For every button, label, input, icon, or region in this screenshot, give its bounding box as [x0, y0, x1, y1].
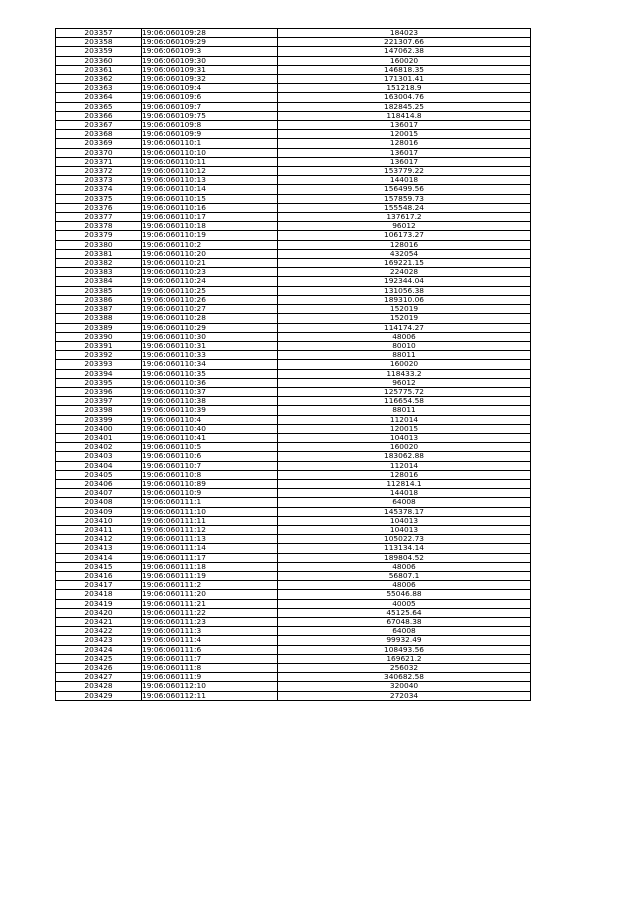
- cell-id: 203386: [56, 295, 142, 304]
- table-row: [56, 525, 531, 534]
- cell-value: 114174.27: [278, 323, 531, 332]
- table-row: [56, 148, 531, 157]
- cell-value: 45125.64: [278, 608, 531, 617]
- table-row: [56, 194, 531, 203]
- cell-timestamp: 19:06:060109:8: [142, 121, 278, 130]
- cell-id: 203379: [56, 231, 142, 240]
- cell-value: 169621.2: [278, 654, 531, 663]
- table-row: [56, 167, 531, 176]
- cell-timestamp: 19:06:060109:28: [142, 29, 278, 38]
- cell-timestamp: 19:06:060109:29: [142, 38, 278, 47]
- cell-timestamp: 19:06:060110:39: [142, 406, 278, 415]
- cell-timestamp: 19:06:060110:33: [142, 351, 278, 360]
- cell-value: 137617.2: [278, 213, 531, 222]
- cell-value: 64008: [278, 498, 531, 507]
- cell-timestamp: 19:06:060110:24: [142, 277, 278, 286]
- table-row: [56, 240, 531, 249]
- cell-value: 136017: [278, 121, 531, 130]
- cell-value: 221307.66: [278, 38, 531, 47]
- cell-timestamp: 19:06:060111:6: [142, 645, 278, 654]
- cell-id: 203361: [56, 65, 142, 74]
- table-body: [56, 29, 531, 701]
- cell-value: 163004.76: [278, 93, 531, 102]
- table-row: [56, 498, 531, 507]
- table-row: [56, 277, 531, 286]
- cell-value: 64008: [278, 627, 531, 636]
- cell-value: 120015: [278, 424, 531, 433]
- cell-id: 203395: [56, 378, 142, 387]
- cell-id: 203359: [56, 47, 142, 56]
- cell-id: 203362: [56, 75, 142, 84]
- cell-id: 203394: [56, 369, 142, 378]
- table-row: [56, 47, 531, 56]
- cell-value: 153779.22: [278, 167, 531, 176]
- cell-id: 203363: [56, 84, 142, 93]
- cell-timestamp: 19:06:060110:6: [142, 452, 278, 461]
- cell-id: 203388: [56, 314, 142, 323]
- table-row: [56, 157, 531, 166]
- cell-id: 203418: [56, 590, 142, 599]
- cell-value: 340682.58: [278, 673, 531, 682]
- table-row: [56, 636, 531, 645]
- table-row: [56, 56, 531, 65]
- table-row: [56, 608, 531, 617]
- cell-id: 203384: [56, 277, 142, 286]
- cell-timestamp: 19:06:060110:9: [142, 489, 278, 498]
- cell-value: 105022.73: [278, 535, 531, 544]
- table-row: [56, 461, 531, 470]
- cell-timestamp: 19:06:060109:31: [142, 65, 278, 74]
- cell-id: 203392: [56, 351, 142, 360]
- cell-timestamp: 19:06:060110:34: [142, 360, 278, 369]
- cell-timestamp: 19:06:060109:9: [142, 130, 278, 139]
- table-row: [56, 516, 531, 525]
- cell-id: 203410: [56, 516, 142, 525]
- cell-value: 182845.25: [278, 102, 531, 111]
- table-row: [56, 691, 531, 700]
- cell-timestamp: 19:06:060110:36: [142, 378, 278, 387]
- cell-id: 203387: [56, 305, 142, 314]
- cell-value: 152019: [278, 305, 531, 314]
- cell-id: 203375: [56, 194, 142, 203]
- cell-value: 155548.24: [278, 203, 531, 212]
- cell-value: 48006: [278, 562, 531, 571]
- cell-timestamp: 19:06:060110:14: [142, 185, 278, 194]
- cell-id: 203426: [56, 664, 142, 673]
- table-row: [56, 562, 531, 571]
- cell-timestamp: 19:06:060110:21: [142, 259, 278, 268]
- cell-value: 320040: [278, 682, 531, 691]
- cell-value: 189804.52: [278, 553, 531, 562]
- cell-id: 203385: [56, 286, 142, 295]
- cell-value: 157859.73: [278, 194, 531, 203]
- cell-value: 160020: [278, 56, 531, 65]
- cell-id: 203357: [56, 29, 142, 38]
- table-row: [56, 599, 531, 608]
- cell-id: 203397: [56, 397, 142, 406]
- table-row: [56, 65, 531, 74]
- table-row: [56, 470, 531, 479]
- cell-timestamp: 19:06:060110:35: [142, 369, 278, 378]
- cell-value: 113134.14: [278, 544, 531, 553]
- cell-id: 203389: [56, 323, 142, 332]
- cell-value: 40005: [278, 599, 531, 608]
- cell-value: 184023: [278, 29, 531, 38]
- cell-id: 203405: [56, 470, 142, 479]
- cell-id: 203412: [56, 535, 142, 544]
- cell-value: 189310.06: [278, 295, 531, 304]
- table-row: [56, 249, 531, 258]
- cell-id: 203364: [56, 93, 142, 102]
- cell-value: 112014: [278, 415, 531, 424]
- cell-timestamp: 19:06:060110:89: [142, 479, 278, 488]
- cell-value: 131056.38: [278, 286, 531, 295]
- cell-timestamp: 19:06:060110:19: [142, 231, 278, 240]
- data-table: [55, 28, 531, 701]
- table-row: [56, 102, 531, 111]
- cell-id: 203383: [56, 268, 142, 277]
- table-row: [56, 130, 531, 139]
- cell-value: 67048.38: [278, 618, 531, 627]
- cell-id: 203369: [56, 139, 142, 148]
- cell-value: 88011: [278, 351, 531, 360]
- table-row: [56, 259, 531, 268]
- table-row: [56, 203, 531, 212]
- cell-id: 203413: [56, 544, 142, 553]
- table-row: [56, 489, 531, 498]
- table-row: [56, 452, 531, 461]
- cell-id: 203399: [56, 415, 142, 424]
- table-row: [56, 75, 531, 84]
- cell-value: 272034: [278, 691, 531, 700]
- cell-value: 128016: [278, 139, 531, 148]
- cell-id: 203417: [56, 581, 142, 590]
- cell-id: 203374: [56, 185, 142, 194]
- cell-value: 128016: [278, 240, 531, 249]
- cell-value: 145378.17: [278, 507, 531, 516]
- cell-id: 203371: [56, 157, 142, 166]
- cell-timestamp: 19:06:060110:8: [142, 470, 278, 479]
- cell-id: 203380: [56, 240, 142, 249]
- cell-timestamp: 19:06:060109:4: [142, 84, 278, 93]
- cell-timestamp: 19:06:060110:10: [142, 148, 278, 157]
- table-row: [56, 111, 531, 120]
- cell-timestamp: 19:06:060109:6: [142, 93, 278, 102]
- cell-id: 203403: [56, 452, 142, 461]
- cell-id: 203402: [56, 443, 142, 452]
- cell-timestamp: 19:06:060110:38: [142, 397, 278, 406]
- cell-id: 203372: [56, 167, 142, 176]
- cell-id: 203393: [56, 360, 142, 369]
- cell-timestamp: 19:06:060110:18: [142, 222, 278, 231]
- table-row: [56, 664, 531, 673]
- table-row: [56, 590, 531, 599]
- cell-value: 104013: [278, 433, 531, 442]
- cell-value: 146818.35: [278, 65, 531, 74]
- cell-id: 203396: [56, 387, 142, 396]
- cell-timestamp: 19:06:060111:17: [142, 553, 278, 562]
- cell-timestamp: 19:06:060111:2: [142, 581, 278, 590]
- table-row: [56, 139, 531, 148]
- cell-timestamp: 19:06:060109:32: [142, 75, 278, 84]
- cell-value: 147062.38: [278, 47, 531, 56]
- cell-id: 203390: [56, 332, 142, 341]
- table-row: [56, 84, 531, 93]
- cell-timestamp: 19:06:060111:20: [142, 590, 278, 599]
- table-row: [56, 673, 531, 682]
- cell-timestamp: 19:06:060110:23: [142, 268, 278, 277]
- cell-id: 203422: [56, 627, 142, 636]
- cell-id: 203407: [56, 489, 142, 498]
- cell-timestamp: 19:06:060110:7: [142, 461, 278, 470]
- cell-timestamp: 19:06:060111:9: [142, 673, 278, 682]
- table-row: [56, 38, 531, 47]
- cell-value: 160020: [278, 360, 531, 369]
- table-row: [56, 121, 531, 130]
- table-row: [56, 351, 531, 360]
- table-row: [56, 29, 531, 38]
- table-row: [56, 314, 531, 323]
- cell-timestamp: 19:06:060112:10: [142, 682, 278, 691]
- table-row: [56, 571, 531, 580]
- cell-timestamp: 19:06:060110:27: [142, 305, 278, 314]
- cell-timestamp: 19:06:060111:19: [142, 571, 278, 580]
- cell-value: 104013: [278, 516, 531, 525]
- cell-timestamp: 19:06:060110:37: [142, 387, 278, 396]
- cell-value: 112014: [278, 461, 531, 470]
- cell-id: 203401: [56, 433, 142, 442]
- cell-timestamp: 19:06:060109:3: [142, 47, 278, 56]
- cell-timestamp: 19:06:060110:17: [142, 213, 278, 222]
- cell-value: 128016: [278, 470, 531, 479]
- cell-value: 96012: [278, 378, 531, 387]
- table-row: [56, 645, 531, 654]
- cell-id: 203360: [56, 56, 142, 65]
- cell-value: 120015: [278, 130, 531, 139]
- cell-timestamp: 19:06:060110:20: [142, 249, 278, 258]
- cell-timestamp: 19:06:060110:5: [142, 443, 278, 452]
- cell-timestamp: 19:06:060111:10: [142, 507, 278, 516]
- cell-value: 48006: [278, 332, 531, 341]
- table-row: [56, 553, 531, 562]
- table-row: [56, 323, 531, 332]
- table-row: [56, 213, 531, 222]
- cell-value: 125775.72: [278, 387, 531, 396]
- cell-value: 104013: [278, 525, 531, 534]
- cell-id: 203398: [56, 406, 142, 415]
- cell-id: 203382: [56, 259, 142, 268]
- cell-value: 112814.1: [278, 479, 531, 488]
- cell-timestamp: 19:06:060109:75: [142, 111, 278, 120]
- cell-timestamp: 19:06:060110:15: [142, 194, 278, 203]
- table-row: [56, 185, 531, 194]
- table-row: [56, 682, 531, 691]
- cell-timestamp: 19:06:060110:41: [142, 433, 278, 442]
- table-row: [56, 286, 531, 295]
- table-row: [56, 360, 531, 369]
- cell-timestamp: 19:06:060110:26: [142, 295, 278, 304]
- cell-id: 203420: [56, 608, 142, 617]
- cell-id: 203415: [56, 562, 142, 571]
- cell-timestamp: 19:06:060110:25: [142, 286, 278, 295]
- cell-timestamp: 19:06:060110:11: [142, 157, 278, 166]
- cell-value: 56807.1: [278, 571, 531, 580]
- cell-value: 171301.41: [278, 75, 531, 84]
- cell-timestamp: 19:06:060110:31: [142, 341, 278, 350]
- cell-value: 96012: [278, 222, 531, 231]
- cell-id: 203370: [56, 148, 142, 157]
- cell-id: 203366: [56, 111, 142, 120]
- cell-id: 203373: [56, 176, 142, 185]
- table-row: [56, 268, 531, 277]
- cell-timestamp: 19:06:060110:40: [142, 424, 278, 433]
- cell-timestamp: 19:06:060112:11: [142, 691, 278, 700]
- table-row: [56, 231, 531, 240]
- cell-timestamp: 19:06:060110:30: [142, 332, 278, 341]
- cell-value: 116654.58: [278, 397, 531, 406]
- cell-timestamp: 19:06:060109:30: [142, 56, 278, 65]
- cell-timestamp: 19:06:060111:8: [142, 664, 278, 673]
- table-row: [56, 397, 531, 406]
- cell-timestamp: 19:06:060110:12: [142, 167, 278, 176]
- cell-timestamp: 19:06:060110:29: [142, 323, 278, 332]
- table-row: [56, 341, 531, 350]
- table-row: [56, 369, 531, 378]
- cell-id: 203419: [56, 599, 142, 608]
- cell-value: 192344.04: [278, 277, 531, 286]
- cell-value: 106173.27: [278, 231, 531, 240]
- cell-value: 88011: [278, 406, 531, 415]
- cell-value: 152019: [278, 314, 531, 323]
- table-row: [56, 581, 531, 590]
- table-row: [56, 378, 531, 387]
- cell-timestamp: 19:06:060111:21: [142, 599, 278, 608]
- cell-id: 203411: [56, 525, 142, 534]
- cell-timestamp: 19:06:060109:7: [142, 102, 278, 111]
- cell-value: 136017: [278, 157, 531, 166]
- cell-id: 203423: [56, 636, 142, 645]
- cell-timestamp: 19:06:060110:13: [142, 176, 278, 185]
- table-row: [56, 176, 531, 185]
- cell-id: 203414: [56, 553, 142, 562]
- cell-value: 156499.56: [278, 185, 531, 194]
- cell-id: 203367: [56, 121, 142, 130]
- cell-value: 144018: [278, 176, 531, 185]
- cell-id: 203424: [56, 645, 142, 654]
- cell-timestamp: 19:06:060111:13: [142, 535, 278, 544]
- cell-id: 203425: [56, 654, 142, 663]
- cell-id: 203404: [56, 461, 142, 470]
- cell-timestamp: 19:06:060111:23: [142, 618, 278, 627]
- table-row: [56, 535, 531, 544]
- cell-id: 203429: [56, 691, 142, 700]
- cell-timestamp: 19:06:060111:1: [142, 498, 278, 507]
- cell-value: 99932.49: [278, 636, 531, 645]
- cell-id: 203358: [56, 38, 142, 47]
- cell-id: 203421: [56, 618, 142, 627]
- cell-id: 203378: [56, 222, 142, 231]
- table-row: [56, 507, 531, 516]
- cell-id: 203365: [56, 102, 142, 111]
- table-row: [56, 387, 531, 396]
- cell-value: 80010: [278, 341, 531, 350]
- cell-timestamp: 19:06:060110:4: [142, 415, 278, 424]
- cell-timestamp: 19:06:060111:4: [142, 636, 278, 645]
- cell-id: 203409: [56, 507, 142, 516]
- table-row: [56, 424, 531, 433]
- cell-id: 203377: [56, 213, 142, 222]
- table-row: [56, 222, 531, 231]
- table-row: [56, 406, 531, 415]
- cell-timestamp: 19:06:060111:12: [142, 525, 278, 534]
- cell-id: 203391: [56, 341, 142, 350]
- table-row: [56, 627, 531, 636]
- cell-id: 203428: [56, 682, 142, 691]
- cell-value: 55046.88: [278, 590, 531, 599]
- cell-id: 203408: [56, 498, 142, 507]
- cell-value: 118433.2: [278, 369, 531, 378]
- cell-timestamp: 19:06:060110:28: [142, 314, 278, 323]
- cell-value: 256032: [278, 664, 531, 673]
- table-row: [56, 618, 531, 627]
- cell-timestamp: 19:06:060111:3: [142, 627, 278, 636]
- cell-timestamp: 19:06:060110:16: [142, 203, 278, 212]
- cell-value: 169221.15: [278, 259, 531, 268]
- table-row: [56, 332, 531, 341]
- table-row: [56, 544, 531, 553]
- cell-value: 136017: [278, 148, 531, 157]
- table-row: [56, 443, 531, 452]
- table-row: [56, 305, 531, 314]
- cell-value: 144018: [278, 489, 531, 498]
- cell-timestamp: 19:06:060111:14: [142, 544, 278, 553]
- cell-id: 203416: [56, 571, 142, 580]
- table-row: [56, 479, 531, 488]
- cell-timestamp: 19:06:060110:1: [142, 139, 278, 148]
- cell-timestamp: 19:06:060111:11: [142, 516, 278, 525]
- cell-value: 160020: [278, 443, 531, 452]
- table-row: [56, 654, 531, 663]
- table-row: [56, 433, 531, 442]
- cell-value: 432054: [278, 249, 531, 258]
- cell-timestamp: 19:06:060110:2: [142, 240, 278, 249]
- cell-id: 203368: [56, 130, 142, 139]
- cell-timestamp: 19:06:060111:22: [142, 608, 278, 617]
- cell-id: 203381: [56, 249, 142, 258]
- cell-id: 203400: [56, 424, 142, 433]
- table-row: [56, 415, 531, 424]
- cell-value: 151218.9: [278, 84, 531, 93]
- cell-value: 183062.88: [278, 452, 531, 461]
- cell-value: 224028: [278, 268, 531, 277]
- cell-id: 203427: [56, 673, 142, 682]
- cell-id: 203376: [56, 203, 142, 212]
- cell-value: 48006: [278, 581, 531, 590]
- table-row: [56, 93, 531, 102]
- cell-value: 118414.8: [278, 111, 531, 120]
- cell-value: 108493.56: [278, 645, 531, 654]
- table-row: [56, 295, 531, 304]
- cell-id: 203406: [56, 479, 142, 488]
- cell-timestamp: 19:06:060111:7: [142, 654, 278, 663]
- cell-timestamp: 19:06:060111:18: [142, 562, 278, 571]
